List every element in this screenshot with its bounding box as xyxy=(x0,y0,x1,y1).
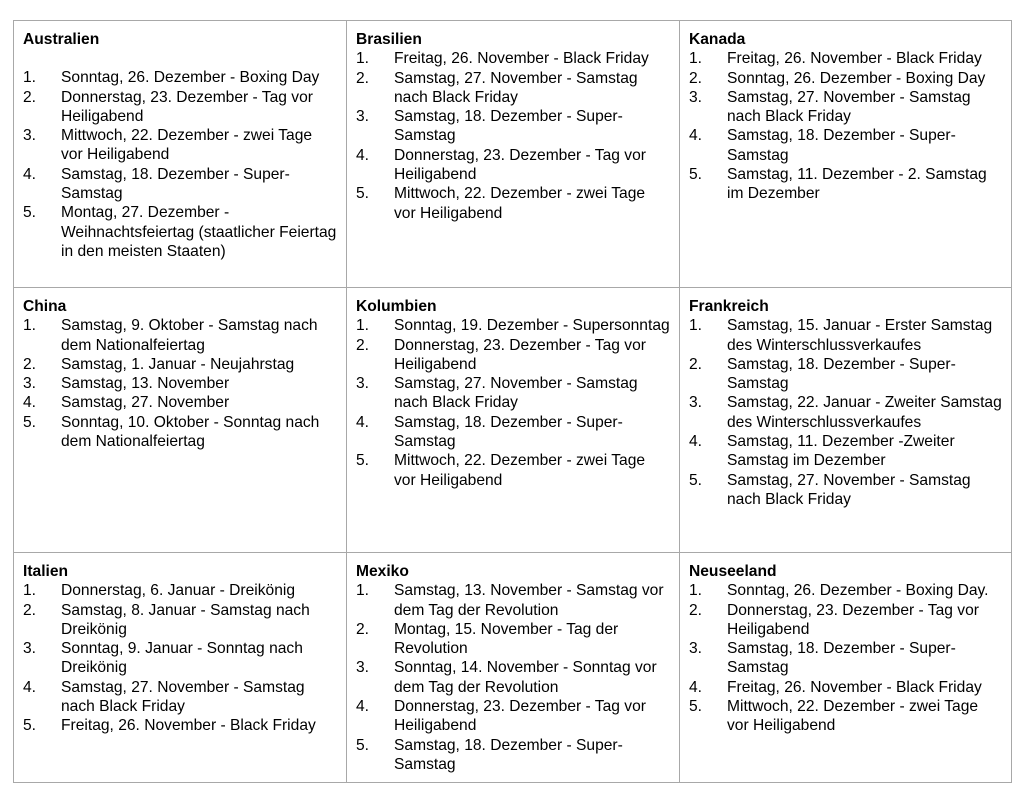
list-number: 2. xyxy=(689,69,703,87)
list-item-text: Samstag, 11. Dezember -Zweiter Samstag im Dezember xyxy=(727,433,955,470)
list-item xyxy=(356,451,671,490)
list-item-text: Samstag, 27. November - Samstag nach Black Friday xyxy=(61,678,305,716)
table-row xyxy=(14,288,1012,553)
date-list xyxy=(23,316,338,451)
country-name: Kanada xyxy=(689,31,746,48)
country-cell-frankreich xyxy=(680,288,1012,553)
list-number: 2. xyxy=(356,620,370,638)
list-item-text: Montag, 15. November - Tag der Revolution xyxy=(394,620,619,658)
list-number: 2. xyxy=(23,88,37,106)
list-item-text: Samstag, 18. Dezember - Super-Samstag xyxy=(394,108,623,145)
list-item-text: Sonntag, 9. Januar - Sonntag nach Dreikönig xyxy=(61,640,303,677)
list-item xyxy=(356,736,671,775)
date-list xyxy=(689,581,1003,735)
list-item xyxy=(689,601,1003,640)
list-number: 3. xyxy=(23,127,37,145)
list-number: 5. xyxy=(23,717,37,735)
list-item-text: Sonntag, 26. Dezember - Boxing Day xyxy=(727,69,986,87)
list-item xyxy=(356,336,671,375)
list-number: 4. xyxy=(23,394,37,412)
country-cell-china xyxy=(14,288,347,553)
date-list xyxy=(689,49,1003,203)
list-number: 1. xyxy=(23,69,37,87)
country-cell-brasilien xyxy=(347,21,680,288)
list-number: 2. xyxy=(356,69,370,87)
list-item-text: Donnerstag, 23. Dezember - Tag vor Heiligabend xyxy=(394,146,646,184)
list-item-text: Samstag, 18. Dezember - Super-Samstag xyxy=(394,736,623,773)
list-number: 4. xyxy=(356,413,370,431)
list-item xyxy=(23,203,338,261)
country-name: Italien xyxy=(23,563,69,580)
list-item xyxy=(23,639,338,678)
list-number: 5. xyxy=(356,452,370,470)
list-item-text: Sonntag, 10. Oktober - Sonntag nach dem Nationalfeiertag xyxy=(61,413,320,451)
list-item-text: Samstag, 27. November - Samstag nach Black Friday xyxy=(394,375,638,412)
list-item-text: Samstag, 13. November xyxy=(61,375,230,393)
list-item xyxy=(356,184,671,223)
table-row xyxy=(14,21,1012,288)
list-item xyxy=(356,69,671,108)
list-number: 4. xyxy=(689,678,703,696)
list-item xyxy=(23,413,338,452)
list-number: 4. xyxy=(23,678,37,696)
list-item xyxy=(23,601,338,640)
list-number: 5. xyxy=(23,204,37,222)
holiday-table xyxy=(13,20,1012,783)
date-list xyxy=(23,68,338,261)
list-item xyxy=(356,107,671,146)
list-item xyxy=(689,69,1003,88)
list-item xyxy=(23,581,338,600)
list-item xyxy=(356,146,671,185)
list-item-text: Samstag, 27. November - Samstag nach Black Friday xyxy=(727,471,971,508)
date-list xyxy=(23,581,338,735)
date-list xyxy=(356,49,671,223)
list-number: 5. xyxy=(689,471,703,489)
country-name: Kolumbien xyxy=(356,298,437,315)
country-cell-italien xyxy=(14,553,347,783)
list-number: 2. xyxy=(23,601,37,619)
list-number: 4. xyxy=(23,165,37,183)
list-number: 3. xyxy=(689,640,703,658)
list-item-text: Samstag, 18. Dezember - Super-Samstag xyxy=(727,127,956,164)
list-number: 5. xyxy=(23,413,37,431)
list-item-text: Freitag, 26. November - Black Friday xyxy=(727,50,982,68)
list-item xyxy=(356,413,671,452)
list-number: 1. xyxy=(689,50,703,68)
list-item-text: Mittwoch, 22. Dezember - zwei Tage vor Heiligabend xyxy=(727,698,979,735)
list-number: 4. xyxy=(689,127,703,145)
country-name: Neuseeland xyxy=(689,563,777,580)
list-item-text: Mittwoch, 22. Dezember - zwei Tage vor Heiligabend xyxy=(394,185,646,222)
list-number: 1. xyxy=(23,582,37,600)
list-item-text: Mittwoch, 22. Dezember - zwei Tage vor Heiligabend xyxy=(61,127,313,164)
list-item-text: Freitag, 26. November - Black Friday xyxy=(727,678,982,696)
list-item-text: Sonntag, 19. Dezember - Supersonntag xyxy=(394,317,670,335)
list-item xyxy=(689,581,1003,600)
list-item-text: Freitag, 26. November - Black Friday xyxy=(61,717,316,735)
list-number: 1. xyxy=(689,317,703,335)
list-number: 5. xyxy=(356,736,370,754)
list-item xyxy=(689,165,1003,204)
list-item xyxy=(356,316,671,335)
list-item xyxy=(689,316,1003,355)
country-name: China xyxy=(23,298,67,315)
list-item-text: Samstag, 27. November xyxy=(61,394,230,412)
list-number: 3. xyxy=(23,640,37,658)
list-item xyxy=(689,471,1003,510)
list-item xyxy=(23,88,338,127)
country-cell-kolumbien xyxy=(347,288,680,553)
date-list xyxy=(356,581,671,774)
date-list xyxy=(689,316,1003,509)
country-name: Frankreich xyxy=(689,298,769,315)
list-item-text: Samstag, 1. Januar - Neujahrstag xyxy=(61,355,295,373)
list-item-text: Donnerstag, 6. Januar - Dreikönig xyxy=(61,582,296,600)
list-number: 4. xyxy=(689,433,703,451)
list-item xyxy=(356,697,671,736)
list-item-text: Donnerstag, 23. Dezember - Tag vor Heiligabend xyxy=(727,601,979,638)
list-item xyxy=(23,393,338,412)
list-item xyxy=(689,126,1003,165)
country-name: Brasilien xyxy=(356,31,422,48)
list-item xyxy=(23,316,338,355)
list-item xyxy=(689,88,1003,127)
list-item-text: Samstag, 27. November - Samstag nach Black Friday xyxy=(394,69,638,106)
list-number: 3. xyxy=(356,108,370,126)
country-cell-australien xyxy=(14,21,347,288)
list-item xyxy=(689,432,1003,471)
list-item xyxy=(689,355,1003,394)
list-number: 5. xyxy=(356,185,370,203)
list-item-text: Donnerstag, 23. Dezember - Tag vor Heiligabend xyxy=(394,698,646,735)
country-name: Mexiko xyxy=(356,563,409,580)
list-item-text: Samstag, 18. Dezember - Super-Samstag xyxy=(394,413,623,451)
list-number: 3. xyxy=(23,375,37,393)
list-item-text: Samstag, 9. Oktober - Samstag nach dem Nationalfeiertag xyxy=(61,317,318,354)
date-list xyxy=(356,316,671,490)
list-item xyxy=(356,581,671,620)
list-item-text: Samstag, 8. Januar - Samstag nach Dreikönig xyxy=(61,601,310,638)
list-item-text: Samstag, 18. Dezember - Super-Samstag xyxy=(727,640,956,677)
list-number: 5. xyxy=(689,166,703,184)
list-item-text: Sonntag, 26. Dezember - Boxing Day xyxy=(61,69,320,87)
list-item xyxy=(356,620,671,659)
list-number: 3. xyxy=(356,375,370,393)
list-item xyxy=(689,639,1003,678)
list-number: 2. xyxy=(356,336,370,354)
list-item-text: Samstag, 22. Januar - Zweiter Samstag des Winterschlussverkaufes xyxy=(727,394,1002,431)
list-number: 3. xyxy=(689,88,703,106)
list-item-text: Donnerstag, 23. Dezember - Tag vor Heiligabend xyxy=(61,88,313,125)
list-item-text: Montag, 27. Dezember - Weihnachtsfeiertag (staatlicher Feiertag in den meisten Staaten) xyxy=(61,204,337,260)
list-number: 1. xyxy=(689,582,703,600)
list-number: 3. xyxy=(689,394,703,412)
list-number: 5. xyxy=(689,698,703,716)
list-number: 2. xyxy=(689,601,703,619)
list-item xyxy=(23,68,338,87)
country-name: Australien xyxy=(23,31,100,48)
list-item xyxy=(356,658,671,697)
list-item-text: Samstag, 18. Dezember - Super-Samstag xyxy=(727,355,956,393)
list-item xyxy=(23,716,338,735)
list-item xyxy=(23,355,338,374)
list-item-text: Donnerstag, 23. Dezember - Tag vor Heiligabend xyxy=(394,336,646,373)
list-item xyxy=(356,49,671,68)
list-item-text: Mittwoch, 22. Dezember - zwei Tage vor Heiligabend xyxy=(394,452,646,489)
list-number: 4. xyxy=(356,146,370,164)
country-cell-kanada xyxy=(680,21,1012,288)
list-number: 1. xyxy=(356,50,370,68)
list-item xyxy=(689,49,1003,68)
list-number: 1. xyxy=(356,317,370,335)
list-item xyxy=(23,678,338,717)
list-item-text: Sonntag, 14. November - Sonntag vor dem Tag der Revolution xyxy=(394,659,657,696)
country-cell-neuseeland xyxy=(680,553,1012,783)
list-item xyxy=(23,126,338,165)
list-item xyxy=(689,678,1003,697)
list-number: 1. xyxy=(23,317,37,335)
list-item-text: Freitag, 26. November - Black Friday xyxy=(394,50,649,68)
list-number: 3. xyxy=(356,659,370,677)
list-item-text: Samstag, 13. November - Samstag vor dem Tag der Revolution xyxy=(394,582,664,619)
list-item-text: Samstag, 27. November - Samstag nach Black Friday xyxy=(727,88,971,126)
list-item-text: Samstag, 11. Dezember - 2. Samstag im Dezember xyxy=(727,166,987,203)
list-number: 2. xyxy=(23,355,37,373)
table-row xyxy=(14,553,1012,783)
list-item xyxy=(23,374,338,393)
list-number: 2. xyxy=(689,355,703,373)
list-item-text: Samstag, 18. Dezember - Super-Samstag xyxy=(61,165,290,203)
list-item xyxy=(689,697,1003,736)
list-item xyxy=(356,374,671,413)
list-item-text: Sonntag, 26. Dezember - Boxing Day. xyxy=(727,582,989,600)
country-cell-mexiko xyxy=(347,553,680,783)
list-item xyxy=(23,165,338,204)
list-item xyxy=(689,393,1003,432)
list-item-text: Samstag, 15. Januar - Erster Samstag des Winterschlussverkaufes xyxy=(727,317,993,354)
list-number: 1. xyxy=(356,582,370,600)
list-number: 4. xyxy=(356,698,370,716)
